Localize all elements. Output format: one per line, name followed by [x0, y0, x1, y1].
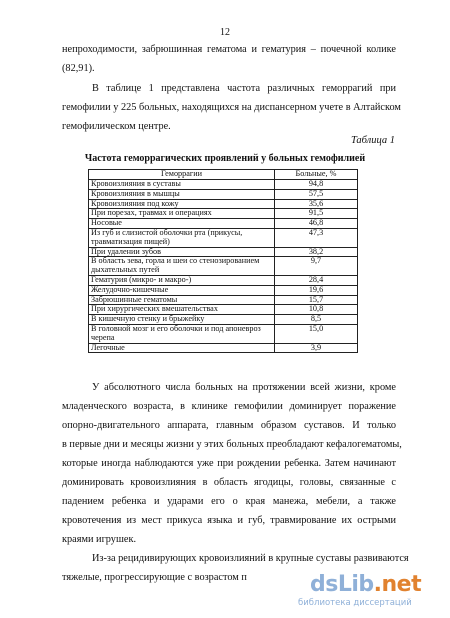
hemorrhage-type-cell: Кровоизлияния в суставы — [89, 180, 275, 190]
percent-cell: 3,9 — [275, 343, 358, 353]
watermark-subtitle: библиотека диссертаций — [298, 598, 412, 608]
text-line: гемофилии у 225 больных, находящихся на диспансерном учете в Алтайском — [62, 102, 401, 113]
hemorrhage-type-cell: Желудочно-кишечные — [89, 285, 275, 295]
hemorrhage-type-cell: При порезах, травмах и операциях — [89, 209, 275, 219]
table-row — [89, 189, 358, 199]
percent-cell: 57,5 — [275, 189, 358, 199]
text-line: опорно-двигательного аппарата, главным образом суставов. И только — [62, 420, 396, 431]
table-intro-paragraph — [62, 79, 401, 136]
text-line: У абсолютного числа больных на протяжении всей жизни, кроме — [92, 382, 396, 393]
hemorrhage-type-cell: Забрюшинные гематомы — [89, 295, 275, 305]
percent-cell: 35,6 — [275, 199, 358, 209]
table-row — [89, 228, 358, 247]
table-row — [89, 257, 358, 276]
column-header: Больные, % — [275, 170, 358, 180]
table-row — [89, 275, 358, 285]
text-line: кровотечения из мест прикуса языка и губ, травмирование их острыми — [62, 515, 396, 526]
percent-cell: 47,3 — [275, 228, 358, 247]
hemorrhage-type-cell: Легочные — [89, 343, 275, 353]
table-row — [89, 219, 358, 229]
text-line: падением ребенка и ударами его о края манежа, мебели, а также — [62, 496, 396, 507]
text-line: В таблице 1 представлена частота различных геморрагий при — [92, 83, 396, 94]
percent-cell: 38,2 — [275, 247, 358, 257]
percent-cell: 28,4 — [275, 275, 358, 285]
text-line: гемофилическом центре. — [62, 121, 171, 132]
hemorrhage-type-cell: Кровоизлияния под кожу — [89, 199, 275, 209]
text-line: которые иногда наблюдаются уже при рождении ребенка. Затем начинают — [62, 458, 396, 469]
hemorrhage-type-cell: В головной мозг и его оболочки и под апоневроз черепа — [89, 324, 275, 343]
text-line: доминировать кровоизлияния в область ягодицы, головы, связанные с — [62, 477, 396, 488]
column-header: Геморрагии — [89, 170, 275, 180]
table-header-row — [89, 170, 358, 180]
text-line: непроходимости, забрюшинная гематома и гематурия – почечной колике — [62, 44, 396, 55]
percent-cell: 94,8 — [275, 180, 358, 190]
hemorrhage-type-cell: Кровоизлияния в мышцы — [89, 189, 275, 199]
hemorrhage-type-cell: В кишечную стенку и брыжейку — [89, 315, 275, 325]
page-number: 12 — [220, 27, 230, 38]
text-line: Из-за рецидивирующих кровоизлияний в крупные суставы развиваются — [92, 553, 409, 564]
percent-cell: 15,7 — [275, 295, 358, 305]
table-row — [89, 315, 358, 325]
text-line: краями игрушек. — [62, 534, 137, 545]
hemorrhage-type-cell: Из губ и слизистой оболочки рта (прикусы, травматизация пищей) — [89, 228, 275, 247]
hemorrhage-type-cell: Носовые — [89, 219, 275, 229]
text-line: в первые дни и месяцы жизни у этих больных преобладают кефалогематомы, — [62, 439, 402, 450]
hemorrhage-table — [88, 169, 358, 353]
watermark-logo-main: dsLib — [310, 572, 374, 597]
text-line: (82,91). — [62, 63, 95, 74]
table-row — [89, 324, 358, 343]
hemorrhage-type-cell: В область зева, горла и шеи со стенозированием дыхательных путей — [89, 257, 275, 276]
hemorrhage-type-cell: Гематурия (микро- и макро-) — [89, 275, 275, 285]
hemorrhage-type-cell: При удалении зубов — [89, 247, 275, 257]
hemorrhage-type-cell: При хирургических вмешательствах — [89, 305, 275, 315]
percent-cell: 9,7 — [275, 257, 358, 276]
text-line: младенческого возраста, в клинике гемофилии доминирует поражение — [62, 401, 396, 412]
percent-cell: 8,5 — [275, 315, 358, 325]
percent-cell: 10,8 — [275, 305, 358, 315]
watermark-logo — [310, 572, 421, 597]
table-row — [89, 285, 358, 295]
percent-cell: 19,6 — [275, 285, 358, 295]
watermark-logo-tld: .net — [373, 572, 422, 597]
intro-paragraph — [62, 40, 396, 78]
text-line: тяжелые, прогрессирующие с возрастом п — [62, 572, 247, 583]
body-paragraph — [62, 378, 402, 549]
table-row — [89, 180, 358, 190]
percent-cell: 91,5 — [275, 209, 358, 219]
percent-cell: 46,8 — [275, 219, 358, 229]
percent-cell: 15,0 — [275, 324, 358, 343]
table-row — [89, 343, 358, 353]
table-title: Частота геморрагических проявлений у больных гемофилией — [84, 153, 366, 164]
table-label: Таблица 1 — [350, 135, 395, 146]
